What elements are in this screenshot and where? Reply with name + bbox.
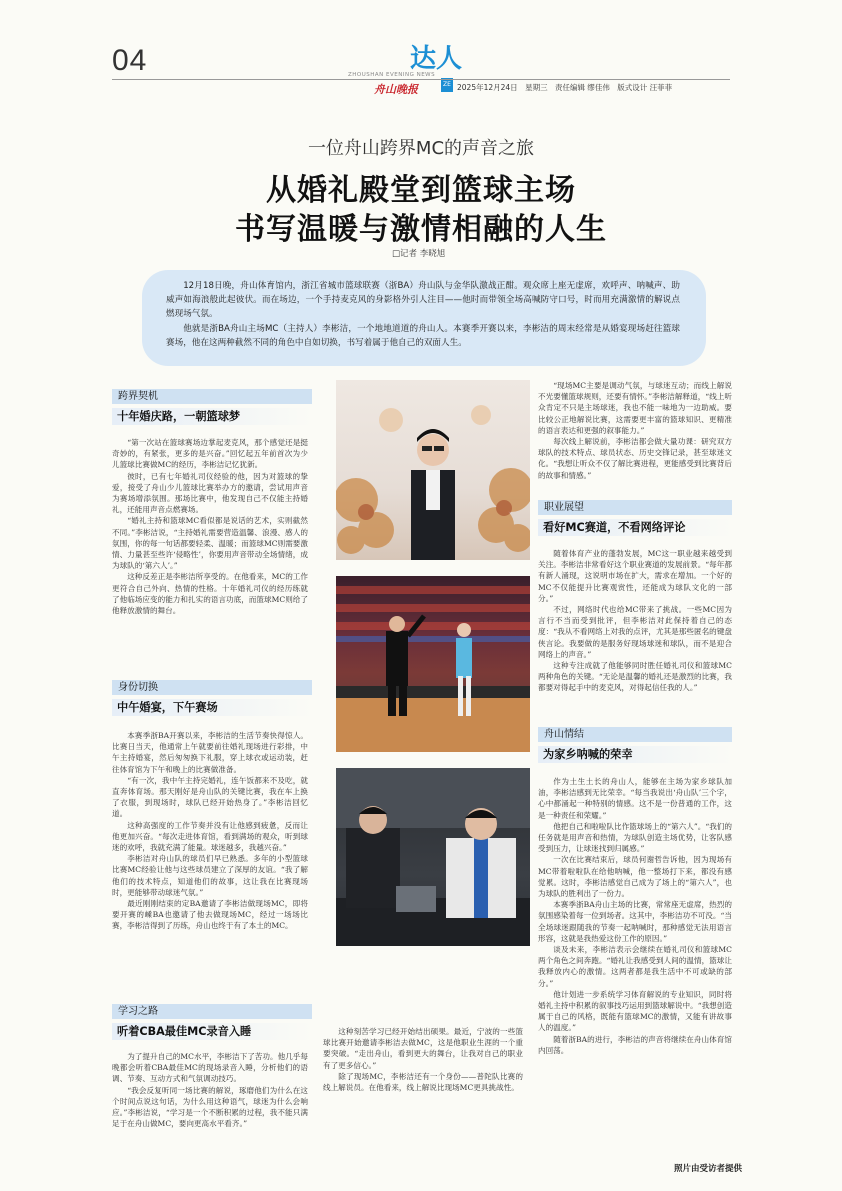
headline-line-2: 书写温暖与激情相融的人生 (235, 212, 607, 247)
section-title: 十年婚庆路，一朝篮球梦 (112, 408, 312, 425)
article-column (323, 1026, 523, 1093)
paragraph: 为了提升自己的MC水平，李彬洁下了苦功。他几乎每晚都会听着CBA最佳MC的现场录音入睡，分析他们的语调、节奏、互动方式和气氛调动技巧。 (112, 1052, 308, 1084)
article-column (538, 776, 732, 1156)
photo-credit: 照片由受访者提供 (673, 1164, 742, 1174)
paragraph: 作为土生土长的舟山人，能够在主场为家乡球队加油，李彬洁感到无比荣幸。“每当我说出‘舟山队’三个字，心中都涌起一种特别的情感。这不是一份普通的工作，这是一种责任和荣耀。” (538, 777, 732, 820)
section-tag: 跨界契机 (112, 389, 312, 404)
paragraph: 最近刚刚结束的定BA邀请了李彬洁做现场MC，即将要开赛的嵊BA也邀请了他去做现场MC，经过一场场比赛，李彬洁得到了历练，舟山也终于有了本土的MC。 (112, 899, 308, 931)
photo-mc-on-court (336, 576, 530, 752)
photo-mc-at-wedding (336, 380, 530, 560)
paragraph: 每次线上解说前，李彬洁都会做大量功课：研究双方球队的技术特点、球员状态、历史交锋记录，甚至球迷文化。“我想让听众不仅了解比赛进程，更能感受到比赛背后的故事和情感。” (538, 437, 732, 480)
section-tag: 身份切换 (112, 680, 312, 695)
article-column (112, 1051, 308, 1179)
section-header (538, 500, 732, 536)
paragraph: 随着体育产业的蓬勃发展，MC这一职业越来越受到关注。李彬洁非常看好这个职业赛道的发展前景。“每年都有新人涌现，这说明市场在扩大，需求在增加。一个好的MC不仅能提升比赛观赏性，还能成为球队文化的一部分。” (538, 549, 732, 603)
article-column (538, 548, 732, 694)
paragraph: 这种专注成就了他能够同时胜任婚礼司仪和篮球MC两种角色的关键。“无论是温馨的婚礼还是激烈的比赛，我都要对得起手中的麦克风，对得起信任我的人。” (538, 661, 732, 693)
section-header (538, 727, 732, 763)
section-title: 看好MC赛道，不看网络评论 (538, 519, 732, 536)
section-title: 达人 (410, 44, 463, 74)
paragraph: “现场MC主要是调动气氛，与球迷互动；而线上解说不光要懂篮球规则，还要有情怀。”李彬洁解释道，“线上听众肯定不只是主场球迷，我也不能一味地为一边助威。要比较公正地解说比赛，这需要更丰富的篮球知识、更精准的语言表达和更强的叙事能力。” (538, 381, 732, 435)
paragraph: “有一次，我中午主持完婚礼，连午饭都来不及吃，就直奔体育场。那天刚好是舟山队的关键比赛，我在车上换了衣服，到现场时，球队已经开始热身了。”李彬洁回忆道。 (112, 775, 308, 819)
paragraph: 谈及未来，李彬洁表示会继续在婚礼司仪和篮球MC两个角色之间奔跑。“婚礼让我感受到人间的温情，篮球让我释放内心的激情。这两者都是我生活中不可或缺的部分。” (538, 945, 732, 988)
section-title: 听着CBA最佳MC录音入睡 (112, 1023, 312, 1040)
article-column (112, 730, 308, 932)
paragraph: 除了现场MC，李彬洁还有一个身份——普陀队比赛的线上解说员。在他看来，线上解说比现场MC更具挑战性。 (323, 1071, 523, 1093)
lead-paragraph: 他就是浙BA舟山主场MC（主持人）李彬洁，一个地地道道的舟山人。本赛季开赛以来，李彬洁的周末经常是从婚宴现场赶往篮球赛场，他在这两种截然不同的角色中自如切换，书写着属于他自己的双面人生。 (166, 323, 680, 348)
lead-paragraph: 12月18日晚，舟山体育馆内，浙江省城市篮球联赛（浙BA）舟山队与金华队激战正酣。观众席上座无虚席，欢呼声、呐喊声、助威声如海浪般此起彼伏。而在场边，一个手持麦克风的身影格外引人注目——他时而带领全场高喊防守口号，时而用充满激情的解说点燃现场气氛。 (166, 281, 680, 320)
logo-badge: ZE (441, 78, 453, 92)
paragraph: 他把自己和啦啦队比作篮球场上的“第六人”。“我们的任务就是用声音和热情，为球队创造主场优势，让客队感受到压力，让球迷找到归属感。” (538, 821, 732, 854)
paragraph: 不过，网络时代也给MC带来了挑战。一些MC因为言行不当而受到批评，但李彬洁对此保持着自己的态度：“我从不看网络上对我的点评，尤其是那些匿名的键盘侠言论。我要做的是服务好现场球迷和球队，而不是迎合网络上的声音。” (538, 605, 732, 659)
paragraph: 一次在比赛结束后，球员何谢哲告诉他，因为现场有MC带着啦啦队在给他呐喊，他一整场打下来，都没有感觉累。这时，李彬洁感觉自己成为了场上的“第六人”，也为球队的胜利出了一份力。 (538, 855, 732, 899)
article-column (538, 380, 732, 481)
paragraph: “婚礼主持和篮球MC看似都是说话的艺术，实则截然不同。”李彬洁说，“主持婚礼需要营造温馨、浪漫、感人的氛围，你的每一句话都要轻柔、温暖；而篮球MC则需要激情、力量甚至些许‘侵略性’，你要用声音带动全场情绪，成为球队的‘第六人’。” (112, 516, 308, 571)
paragraph: 这种反差正是李彬洁所享受的。在他看来，MC的工作更符合自己外向、热情的性格。十年婚礼司仪的经历练就了他临场应变的能力和扎实的语言功底，而篮球MC则给了他释放激情的舞台。 (112, 572, 308, 616)
header-rule (112, 79, 730, 80)
photo-illustration (336, 380, 530, 560)
photo-mc-commentary-desk (336, 768, 530, 946)
paragraph: 彼时，已有七年婚礼司仪经验的他，因为对篮球的挚爱，接受了舟山少儿篮球比赛举办方的邀请，尝试用声音为赛场增添氛围。那场比赛中，他发现自己不仅能主持婚礼，还能用声音点燃赛场。 (112, 471, 308, 515)
edition-date: 2025年12月24日 (457, 83, 518, 92)
headline-line-1: 从婚礼殿堂到篮球主场 (266, 173, 576, 208)
paragraph: 本赛季浙BA开赛以来，李彬洁的生活节奏快得惊人。比赛日当天，他通常上午就要前往婚礼现场进行彩排，中午主持婚宴，然后匆匆换下礼服，穿上球衣或运动装，赶往体育馆为下午和晚上的比赛做准备。 (112, 731, 308, 774)
newspaper-logo: 舟山晚报 (374, 83, 418, 96)
byline: □记者 李晓旭 (392, 249, 446, 259)
lead-box (142, 270, 706, 366)
paragraph: 随着浙BA的进行，李彬洁的声音将继续在舟山体育馆内回荡。 (538, 1034, 732, 1055)
photo-illustration (336, 768, 530, 946)
edition-designer: 版式设计 汪菲菲 (617, 83, 673, 92)
edition-editor: 责任编辑 缪佳伟 (554, 83, 610, 92)
paragraph: 李彬洁对舟山队的球员们早已熟悉。多年的小型篮球比赛MC经验让他与这些球员建立了深厚的友谊。“我了解他们的技术特点，知道他们的故事，这让我在比赛现场时，更能够带动球迷气氛。” (112, 854, 308, 897)
section-header (112, 389, 312, 425)
edition-info (457, 82, 677, 93)
section-header (112, 680, 312, 716)
article-column (112, 437, 308, 616)
section-tag: 学习之路 (112, 1004, 312, 1019)
paragraph: 这种高强度的工作节奏并没有让他感到疲惫，反而让他更加兴奋。“每次走进体育馆，看到满场的观众，听到球迷的欢呼，我就充满了能量。球迷越多，我越兴奋。” (112, 820, 308, 853)
section-header (112, 1004, 312, 1040)
page-number: 04 (112, 44, 148, 77)
photo-illustration (336, 576, 530, 752)
paragraph: 本赛季浙BA舟山主场的比赛，常常座无虚席，热烈的氛围感染着每一位到场者。这其中，李彬洁功不可没。“当全场球迷跟随我的节奏一起呐喊时，那种感觉无法用语言形容，这就是我热爱这份工作的原因。” (538, 900, 732, 943)
paragraph: “我会反复听同一场比赛的解说，琢磨他们为什么在这个时间点说这句话，为什么用这种语气，球迷为什么会响应。”李彬洁说，“学习是一个不断积累的过程，我不能只满足于在舟山做MC，要向更高水平看齐。” (112, 1085, 308, 1129)
section-title: 为家乡呐喊的荣幸 (538, 746, 732, 763)
section-english-name: ZHOUSHAN EVENING NEWS (348, 72, 436, 78)
article-kicker: 一位舟山跨界MC的声音之旅 (307, 138, 535, 159)
paragraph: 他计划进一步系统学习体育解说的专业知识，同时将婚礼主持中积累的叙事技巧运用到篮球解说中。“我想创造属于自己的风格，既能有篮球MC的激情，又能有讲故事人的温度。” (538, 989, 732, 1033)
section-title: 中午婚宴，下午赛场 (112, 699, 312, 716)
section-tag: 职业展望 (538, 500, 732, 515)
paragraph: 这种刻苦学习已经开始结出硕果。最近，宁波的一些篮球比赛开始邀请李彬洁去做MC，这是他职业生涯的一个重要突破。“走出舟山，看到更大的舞台，让我对自己的职业有了更多信心。” (323, 1027, 523, 1070)
edition-weekday: 星期三 (525, 83, 548, 92)
paragraph: “第一次站在篮球赛场边掌起麦克风，那个感觉还是挺奇妙的，有紧张，更多的是兴奋。”回忆起五年前首次为少儿篮球比赛做MC的经历，李彬洁记忆犹新。 (112, 438, 308, 470)
section-tag: 舟山情结 (538, 727, 732, 742)
